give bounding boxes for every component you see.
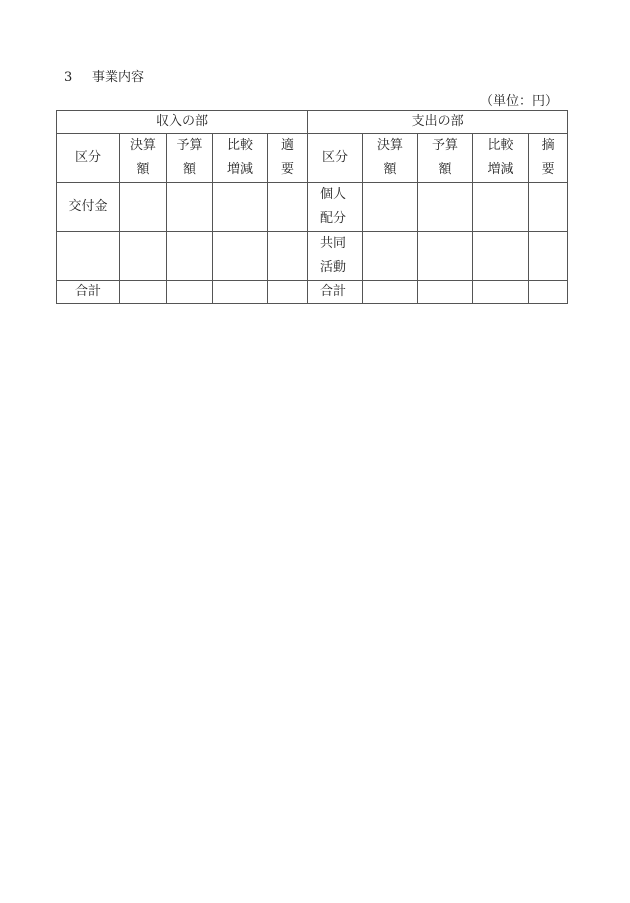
income-col-settled: 決算 額 [120,134,167,183]
expense-col-budget: 予算 額 [418,134,473,183]
expense-col-settled: 決算 額 [363,134,418,183]
total-row [57,281,568,304]
cell [268,183,308,232]
cell [473,183,529,232]
expense-col-diff: 比較 増減 [473,134,529,183]
expense-category-cell: 個人 配分 [308,183,363,232]
expense-col-notes: 摘 要 [529,134,568,183]
unit-label: （単位：円） [479,94,558,109]
cell [120,232,167,281]
cell [529,232,568,281]
expense-category-cell: 共同 活動 [308,232,363,281]
budget-table [56,110,568,304]
income-col-notes: 適 要 [268,134,308,183]
cell [268,232,308,281]
income-section-header: 収入の部 [57,111,308,134]
income-category-cell: 交付金 [57,183,120,232]
cell [473,281,529,304]
expense-section-header: 支出の部 [308,111,568,134]
cell [363,183,418,232]
expense-total-label: 合計 [308,281,363,304]
cell [363,281,418,304]
table-row [57,183,568,232]
cell [120,183,167,232]
cell [529,281,568,304]
cell [167,232,213,281]
income-col-budget: 予算 額 [167,134,213,183]
cell [167,183,213,232]
cell [418,232,473,281]
cell [418,183,473,232]
section-number: 3 [64,70,73,85]
income-total-label: 合計 [57,281,120,304]
cell [213,281,268,304]
cell [268,281,308,304]
section-heading [64,66,144,85]
cell [120,281,167,304]
income-category-cell [57,232,120,281]
cell [418,281,473,304]
cell [213,183,268,232]
expense-col-category: 区分 [308,134,363,183]
column-header-row [57,134,568,183]
cell [529,183,568,232]
cell [167,281,213,304]
cell [213,232,268,281]
income-col-category: 区分 [57,134,120,183]
table-row [57,232,568,281]
income-col-diff: 比較 増減 [213,134,268,183]
cell [473,232,529,281]
cell [363,232,418,281]
section-title: 事業内容 [92,70,145,85]
